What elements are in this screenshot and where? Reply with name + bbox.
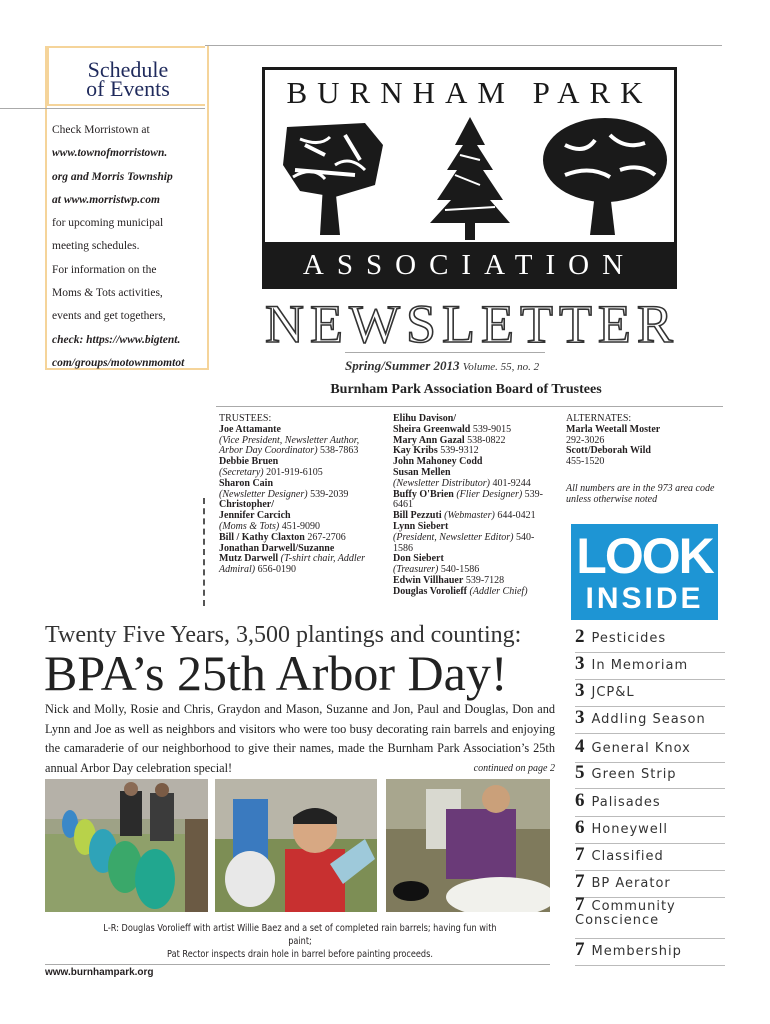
board-entry-phone: 539-9015 [472,423,512,435]
schedule-line: for upcoming municipal [52,217,164,230]
toc-title: Pesticides [591,631,667,646]
masthead-title-top: BURNHAM PARK [265,70,674,115]
board-rule [216,406,723,407]
schedule-line: Check Morristown at [52,124,150,136]
board-entry-name: Christopher/ [219,499,274,511]
schedule-title [83,57,173,101]
story-kicker: Twenty Five Years, 3,500 plantings and counting: [45,622,522,648]
area-code-note: All numbers are in the 973 area code unless otherwise noted [566,482,715,505]
photo-child-painting [215,779,377,912]
board-entry-phone: 539-7128 [465,574,505,586]
toc-item[interactable] [575,653,725,680]
footer-rule [45,964,550,965]
toc-item[interactable] [575,939,725,966]
board-entry-name: Joe Attamante [219,423,281,435]
photo-caption [94,922,507,961]
dashed-divider [203,498,209,606]
board-entry-name: Douglas Vorolieff [393,585,467,597]
schedule-link[interactable]: at www.morristwp.com [52,193,160,206]
schedule-body [52,119,202,375]
board-entry-role: (Treasurer) [393,564,439,576]
schedule-title-line2: of Events [86,76,170,101]
board-entry-phone: 539-9312 [440,445,479,457]
story-headline: BPA’s 25th Arbor Day! [44,645,508,701]
board-entry-name: Don Siebert [393,553,444,565]
board-entry-name: Edwin Villhauer [393,574,464,586]
caption-line-2: Pat Rector inspects drain hole in barrel before painting proceeds. [167,949,433,960]
board-entry-role: (Moms & Tots) [219,520,280,532]
toc-page-number: 7 [575,844,586,865]
toc-title: Addling Season [591,712,706,727]
board-entry-phone: 267-2706 [307,531,346,543]
trees-illustration [265,115,674,242]
toc-page-number: 3 [575,680,586,701]
board-entry-name: Kay Kribs [393,445,438,457]
issue-rule [345,352,545,353]
board-entry-phone: 201-919-6105 [266,466,323,478]
board-entry [393,490,553,512]
toc-item[interactable] [575,817,725,844]
board-entry-name: Sheira Greenwald [393,423,471,435]
toc-page-number: 7 [575,894,586,915]
toc-title: In Memoriam [591,658,689,673]
look-label: LOOK [576,528,713,584]
board-entry-phone: 539-6461 [393,488,544,511]
board-entry-phone: 656-0190 [257,564,296,576]
board-entry-phone: 455-1520 [566,456,605,468]
toc-page-number: 5 [575,762,586,783]
schedule-rule [0,108,205,109]
schedule-line: meeting schedules. [52,240,140,253]
board-entry-name: Jennifer Carcich [219,510,291,522]
toc-item[interactable] [575,762,725,789]
toc-title: Palisades [591,795,661,810]
toc-item[interactable] [575,871,725,898]
schedule-link[interactable]: com/groups/motownmomtot [52,356,185,369]
board-entry-phone: 540-1586 [440,564,480,576]
board-entry-name: Elihu Davison/ [393,413,457,424]
schedule-line: For information on the [52,263,157,276]
board-entry-role: (T-shirt chair, Addler Admiral) [219,553,366,576]
schedule-line: events and get togethers, [52,310,166,323]
schedule-link[interactable]: check: https://www.bigtent. [52,333,181,346]
issue-line [345,358,539,374]
board-title: Burnham Park Association Board of Trustees [330,382,602,397]
toc-page-number: 3 [575,653,586,674]
photo-inspecting-barrel [386,779,550,912]
footer-url[interactable]: www.burnhampark.org [45,967,154,978]
toc-item[interactable] [575,790,725,817]
board-entry-name: Debbie Bruen [219,456,279,468]
issue-volume: Volume. 55, no. 2 [462,361,540,373]
board-entry-role: (Newsletter Designer) [219,488,308,500]
board-entry-name: Scott/Deborah Wild [566,445,651,457]
toc-title: Community Conscience [575,899,676,928]
board-entry-name: Mutz Darwell [219,553,279,565]
story-body-text: Nick and Molly, Rosie and Chris, Graydon and Mason, Suzanne and Jon, Paul and Douglas, Don and Lynn and Joe as well as neighbors and visitors who were too busy decorating rain barrels and enjoying the camaraderie of our neighborhood to give their names, made the Burnham Park Association’s 25th annual Arbor Day celebration special! [45,702,555,775]
board-entry [219,554,384,576]
toc-title: Membership [591,944,682,959]
toc-title: JCP&L [591,685,635,700]
alternates-column [566,414,721,506]
board-entry-role: (President, Newsletter Editor) [393,531,514,543]
board-entry [393,587,553,598]
toc-item[interactable] [575,707,725,734]
toc-title: General Knox [591,741,691,756]
board-entry [393,533,553,555]
board-entry-name: Buffy O'Brien [393,488,454,500]
board-entry-phone: 540-1586 [393,531,535,554]
story-body [45,700,555,778]
caption-line-1: L-R: Douglas Vorolieff with artist Willie Baez and a set of completed rain barrels; having fun with paint; [103,923,497,947]
look-inside-badge [571,524,718,620]
toc-page-number: 7 [575,939,586,960]
board-entry-name: Sharon Cain [219,477,274,489]
toc-item[interactable] [575,736,725,763]
schedule-line: Moms & Tots activities, [52,287,163,300]
newsletter-wordmark: NEWSLETTER [265,294,679,354]
toc-item[interactable] [575,894,725,939]
inside-label: INSIDE [585,582,704,615]
toc-page-number: 6 [575,790,586,811]
schedule-line: org and Morris Township [52,170,173,183]
toc-item[interactable] [575,626,725,653]
toc-page-number: 3 [575,707,586,728]
board-entry-phone: 538-7863 [320,445,359,457]
board-entry-role: (Vice President, Newsletter Author, Arbor Day Coordinator) [219,434,360,457]
trustee-list [219,425,384,576]
trustees-column-2 [393,414,553,598]
toc-page-number: 6 [575,817,586,838]
board-entry-name: Lynn Siebert [393,520,449,532]
continued-link[interactable]: continued on page 2 [473,762,555,774]
trustees-header: TRUSTEES: [219,413,272,424]
toc-title: Classified [591,849,664,864]
toc-page-number: 4 [575,736,586,757]
board-entry-phone: 451-9090 [281,520,321,532]
toc-title: BP Aerator [591,876,671,891]
board-entry-name: Marla Weetall Moster [566,423,661,435]
masthead-title-bottom: ASSOCIATION [262,242,677,289]
toc-page-number: 7 [575,871,586,892]
toc-title: Honeywell [591,822,669,837]
board-entry-phone: 401-9244 [492,477,531,489]
board-entry-name: Bill Pezzuti [393,510,442,522]
schedule-header [47,46,205,106]
toc-item[interactable] [575,844,725,871]
alternate-list [566,425,721,468]
toc-page-number: 2 [575,626,586,647]
top-rule [205,45,722,46]
board-entry-phone: 539-2039 [310,488,349,500]
photo-rain-barrels [45,779,208,912]
trustee-list [393,414,553,598]
board-entry-role: (Flier Designer) [456,488,523,500]
board-entry-name: Jonathan Darwell/Suzanne [219,542,335,554]
board-entry-name: Susan Mellen [393,466,451,478]
board-entry-name: Bill / Kathy Claxton [219,531,305,543]
alternates-header: ALTERNATES: [566,413,632,424]
board-entry-role: (Newsletter Distributor) [393,477,490,489]
board-entry-phone: 538-0822 [467,434,506,446]
toc-title: Green Strip [591,767,677,782]
toc-item[interactable] [575,680,725,707]
board-entry [566,457,721,468]
board-entry-name: Mary Ann Gazal [393,434,465,446]
schedule-title-line1: Schedule [87,57,169,82]
board-entry-name: John Mahoney Codd [393,456,483,468]
board-entry-role: (Webmaster) [444,510,495,522]
masthead-logo [262,67,677,289]
board-entry-phone: 644-0421 [497,510,536,522]
issue-season: Spring/Summer 2013 [345,358,460,373]
board-entry-role: (Secretary) [219,466,264,478]
trustees-column-1 [219,414,384,576]
board-entry-phone: 292-3026 [566,434,605,446]
board-entry-role: (Addler Chief) [469,585,528,597]
board-entry [219,436,384,458]
schedule-link[interactable]: www.townofmorristown. [52,147,168,160]
